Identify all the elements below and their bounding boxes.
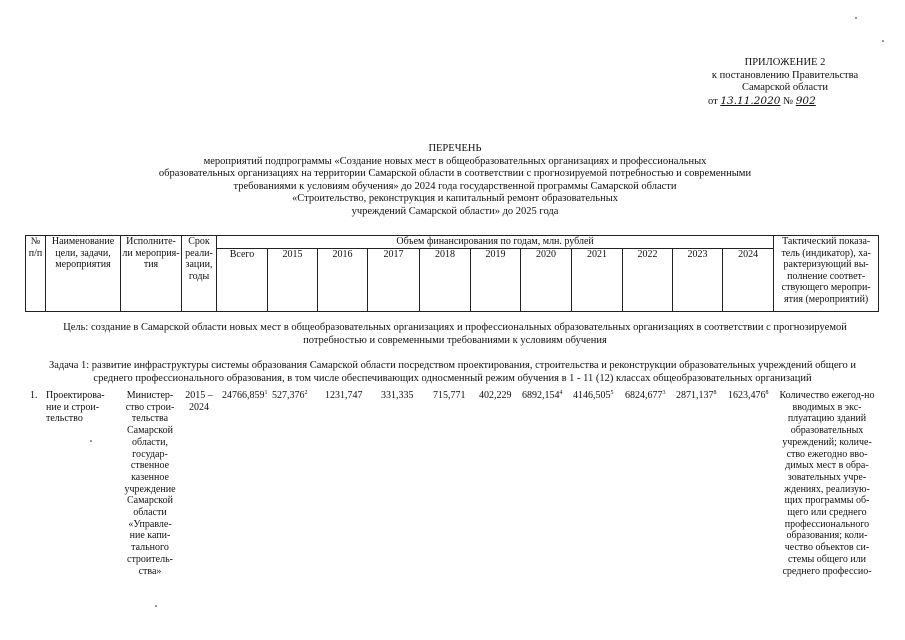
value-2021: 4146,505$^5$ [573, 390, 614, 401]
appendix-block [700, 57, 870, 108]
value-2018: 715,771 [433, 390, 466, 401]
header-year: 2020 [521, 248, 572, 311]
header-name: Наименование цели, задачи, мероприятия [46, 236, 121, 312]
decree-number: 902 [795, 94, 816, 107]
header-year: 2021 [572, 248, 623, 311]
header-year: 2015 [268, 248, 318, 311]
header-year: 2018 [420, 248, 471, 311]
header-year: 2023 [673, 248, 723, 311]
goal-line-2: потребностью и современными требованиями к условиям обучения [303, 334, 607, 346]
scan-speck [90, 440, 92, 442]
heading-line-3: требованиями к условиям обучения» до 2024 года государственной программы Самарской области [233, 180, 677, 192]
heading-line-5: учреждений Самарской области» до 2025 года [351, 205, 559, 217]
appendix-region: Самарской области [742, 82, 828, 93]
task-line-2: среднего профессионального образования, в том числе обеспечивающих односменный режим обучения в 1 - 11 (12) классах общеобразовательных организаций [93, 372, 812, 384]
goal-text [40, 322, 870, 347]
header-year: 2016 [318, 248, 368, 311]
appendix-ref: к постановлению Правительства [711, 69, 859, 81]
scan-speck [882, 40, 884, 42]
task-line-1: Задача 1: развитие инфраструктуры системы образования Самарской области посредством проектирования, строительства и реконструкции образовательных учреждений общего и [48, 360, 857, 371]
header-year: 2019 [471, 248, 521, 311]
heading-line-2: образовательных организациях на территории Самарской области в соответствии с прогнозируемой потребностью и современными [158, 168, 752, 179]
value-2024: 1623,476$^8$ [728, 390, 769, 401]
row-number: 1. [30, 390, 38, 401]
decree-date: 13.11.2020 [720, 94, 781, 107]
value-2019: 402,229 [479, 390, 512, 401]
appendix-signature-line [700, 95, 870, 109]
heading-line-1: мероприятий подпрограммы «Создание новых мест в общеобразовательных организациях и профессиональных [203, 155, 707, 167]
task-text [30, 360, 875, 385]
document-heading [60, 143, 850, 218]
header-year: 2024 [723, 248, 774, 311]
value-2015: 527,376$^2$ [272, 390, 308, 401]
value-2016: 1231,747 [325, 390, 363, 401]
header-year: 2017 [368, 248, 420, 311]
goal-line-1: Цель: создание в Самарской области новых мест в общеобразовательных организациях и профессиональных образовательных организациях в соответствии с прогнозируемой [63, 322, 847, 333]
value-2020: 6892,154$^4$ [522, 390, 563, 401]
scan-speck [155, 605, 157, 607]
table-header [25, 235, 879, 312]
header-total: Всего [217, 248, 268, 311]
header-indicator: Тактический показа-тель (индикатор), ха-рактеризующий вы-полнение соответ-ствующего меропри-ятия (мероприятий) [774, 236, 879, 312]
value-2022: 6824,677$^3$ [625, 390, 666, 401]
header-funding: Объем финансирования по годам, млн. рублей [217, 236, 774, 249]
heading-line-4: «Строительство, реконструкция и капитальный ремонт образовательных [292, 193, 618, 204]
number-label: № [783, 95, 794, 107]
activity-indicator: Количество ежегод-но вводимых в экс-плуатацию зданий образовательных учреждений; количе-ство ежегодно вво-димых мест в обра-зовательных учре-ждениях, реализую-щих программы об-щего или среднего профессионального образования; коли-чество объектов си-стемы общего или среднего профессио- [779, 390, 875, 577]
activity-executor: Министер-ство строи-тельства Самарской области, государ-ственное казенное учреждение Самарской области «Управле-ние капи-тального строитель-ства» [124, 390, 176, 577]
value-total: 24766,859$^1$ [222, 390, 268, 401]
activity-name: Проектирова-ние и строи-тельство [46, 390, 105, 425]
document-title: ПЕРЕЧЕНЬ [428, 143, 482, 154]
header-executor: Исполните-ли мероприя-тия [121, 236, 182, 312]
header-term: Срок реали-зации, годы [182, 236, 217, 312]
from-label: от [708, 95, 718, 107]
header-year: 2022 [623, 248, 673, 311]
value-2023: 2871,137$^8$ [676, 390, 717, 401]
appendix-title: ПРИЛОЖЕНИЕ 2 [744, 57, 826, 68]
value-2017: 331,335 [381, 390, 414, 401]
activity-term: 2015 – 2024 [185, 390, 213, 413]
scan-speck [855, 17, 857, 19]
header-num: № п/п [26, 236, 46, 312]
